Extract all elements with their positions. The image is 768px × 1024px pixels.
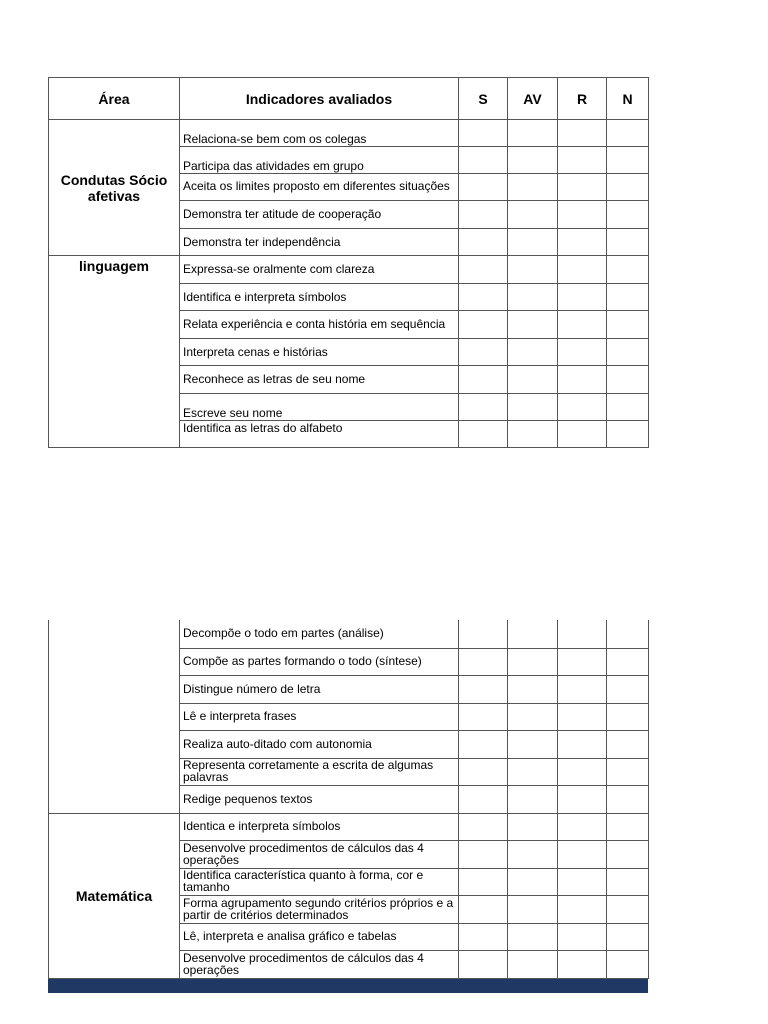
indicator-text: Representa corretamente a escrita de algumas palavras [183,758,434,784]
check-cell-n[interactable] [607,730,649,758]
check-cell-s[interactable] [459,147,508,174]
check-cell-s[interactable] [459,813,508,840]
check-cell-r[interactable] [558,120,607,147]
check-cell-av[interactable] [508,284,558,311]
check-cell-s[interactable] [459,120,508,147]
check-cell-r[interactable] [558,394,607,421]
indicator-text: Relata experiência e conta história em sequência [183,317,446,331]
check-cell-av[interactable] [508,950,558,978]
check-cell-s[interactable] [459,284,508,311]
check-cell-av[interactable] [508,620,558,648]
area-condutas: Condutas Sócio afetivas [49,120,180,256]
area-linguagem: linguagem [49,256,180,448]
check-cell-n[interactable] [607,868,649,895]
check-cell-n[interactable] [607,256,649,284]
check-cell-n[interactable] [607,339,649,366]
check-cell-r[interactable] [558,174,607,201]
check-cell-av[interactable] [508,339,558,366]
check-cell-av[interactable] [508,229,558,256]
check-cell-r[interactable] [558,229,607,256]
check-cell-n[interactable] [607,311,649,339]
check-cell-s[interactable] [459,366,508,394]
check-cell-av[interactable] [508,895,558,923]
evaluation-table-bottom [48,620,649,979]
indicator-text: Identifica e interpreta símbolos [183,289,347,304]
check-cell-av[interactable] [508,256,558,284]
indicator-text: Demonstra ter independência [183,234,341,249]
header-r: R [558,78,607,120]
check-cell-av[interactable] [508,813,558,840]
check-cell-r[interactable] [558,339,607,366]
check-cell-r[interactable] [558,813,607,840]
check-cell-s[interactable] [459,421,508,448]
check-cell-r[interactable] [558,648,607,675]
check-cell-s[interactable] [459,785,508,813]
table-row [49,256,649,284]
check-cell-n[interactable] [607,366,649,394]
check-cell-n[interactable] [607,895,649,923]
check-cell-s[interactable] [459,256,508,284]
check-cell-n[interactable] [607,120,649,147]
check-cell-r[interactable] [558,895,607,923]
table-row [49,620,649,648]
check-cell-av[interactable] [508,421,558,448]
check-cell-av[interactable] [508,868,558,895]
indicator-text: Identica e interpreta símbolos [183,819,341,833]
check-cell-r[interactable] [558,421,607,448]
check-cell-n[interactable] [607,147,649,174]
area-linguagem-continued [49,620,180,813]
indicator-text: Demonstra ter atitude de cooperação [183,207,382,221]
check-cell-r[interactable] [558,785,607,813]
check-cell-r[interactable] [558,366,607,394]
check-cell-av[interactable] [508,394,558,421]
indicator-text: Identifica as letras do alfabeto [183,421,343,435]
check-cell-n[interactable] [607,394,649,421]
check-cell-n[interactable] [607,813,649,840]
check-cell-av[interactable] [508,923,558,950]
header-s: S [459,78,508,120]
check-cell-r[interactable] [558,620,607,648]
check-cell-av[interactable] [508,120,558,147]
check-cell-av[interactable] [508,703,558,730]
indicator-text: Escreve seu nome [183,406,283,420]
indicator-text: Reconhece as letras de seu nome [183,372,366,386]
check-cell-n[interactable] [607,840,649,868]
check-cell-s[interactable] [459,703,508,730]
check-cell-s[interactable] [459,895,508,923]
check-cell-av[interactable] [508,366,558,394]
check-cell-n[interactable] [607,703,649,730]
area-matematica: Matemática [49,813,180,978]
check-cell-s[interactable] [459,840,508,868]
check-cell-s[interactable] [459,758,508,785]
check-cell-n[interactable] [607,950,649,978]
check-cell-n[interactable] [607,923,649,950]
check-cell-r[interactable] [558,950,607,978]
table-row [49,120,649,147]
check-cell-av[interactable] [508,785,558,813]
check-cell-av[interactable] [508,311,558,339]
check-cell-s[interactable] [459,868,508,895]
check-cell-n[interactable] [607,201,649,229]
header-area: Área [49,78,180,120]
indicator-text: Relaciona-se bem com os colegas [183,132,367,146]
check-cell-n[interactable] [607,758,649,785]
check-cell-s[interactable] [459,311,508,339]
check-cell-n[interactable] [607,229,649,256]
indicator-text: Interpreta cenas e histórias [183,344,328,359]
check-cell-r[interactable] [558,675,607,703]
indicator-text: Lê, interpreta e analisa gráfico e tabelas [183,929,397,943]
check-cell-s[interactable] [459,648,508,675]
indicator-text: Desenvolve procedimentos de cálculos das 4 operações [183,840,424,867]
evaluation-table-top [48,77,649,448]
check-cell-s[interactable] [459,229,508,256]
check-cell-s[interactable] [459,923,508,950]
header-av: AV [508,78,558,120]
check-cell-s[interactable] [459,394,508,421]
check-cell-n[interactable] [607,284,649,311]
check-cell-av[interactable] [508,758,558,785]
check-cell-s[interactable] [459,174,508,201]
indicator-text: Compõe as partes formando o todo (síntese) [183,654,422,668]
header-row [49,78,649,120]
check-cell-av[interactable] [508,840,558,868]
indicator-text: Participa das atividades em grupo [183,159,364,173]
table-row [49,813,649,840]
check-cell-r[interactable] [558,147,607,174]
check-cell-r[interactable] [558,868,607,895]
check-cell-s[interactable] [459,339,508,366]
check-cell-s[interactable] [459,620,508,648]
header-n: N [607,78,649,120]
check-cell-av[interactable] [508,201,558,229]
check-cell-n[interactable] [607,785,649,813]
check-cell-r[interactable] [558,201,607,229]
indicator-text: Identifica característica quanto à forma, cor e tamanho [183,868,424,894]
indicator-text: Aceita os limites proposto em diferentes situações [183,179,450,193]
check-cell-av[interactable] [508,147,558,174]
indicator-text: Expressa-se oralmente com clareza [183,262,375,276]
indicator-text: Realiza auto-ditado com autonomia [183,736,372,751]
check-cell-r[interactable] [558,840,607,868]
check-cell-av[interactable] [508,648,558,675]
indicator-text: Lê e interpreta frases [183,709,297,723]
header-indicators: Indicadores avaliados [180,78,459,120]
indicator-text: Distingue número de letra [183,681,321,696]
indicator-text: Forma agrupamento segundo critérios próprios e a partir de critérios determinados [183,895,454,922]
check-cell-r[interactable] [558,758,607,785]
check-cell-n[interactable] [607,648,649,675]
check-cell-n[interactable] [607,421,649,448]
check-cell-r[interactable] [558,311,607,339]
check-cell-s[interactable] [459,675,508,703]
check-cell-n[interactable] [607,675,649,703]
check-cell-n[interactable] [607,174,649,201]
check-cell-s[interactable] [459,201,508,229]
indicator-text: Desenvolve procedimentos de cálculos das 4 operações [183,950,424,977]
check-cell-av[interactable] [508,174,558,201]
check-cell-r[interactable] [558,284,607,311]
check-cell-r[interactable] [558,256,607,284]
check-cell-r[interactable] [558,923,607,950]
indicator-text: Redige pequenos textos [183,791,313,806]
check-cell-n[interactable] [607,620,649,648]
check-cell-s[interactable] [459,730,508,758]
check-cell-s[interactable] [459,950,508,978]
check-cell-r[interactable] [558,730,607,758]
footer-bar [48,979,648,993]
check-cell-av[interactable] [508,675,558,703]
indicator-text: Decompõe o todo em partes (análise) [183,626,384,641]
check-cell-av[interactable] [508,730,558,758]
check-cell-r[interactable] [558,703,607,730]
